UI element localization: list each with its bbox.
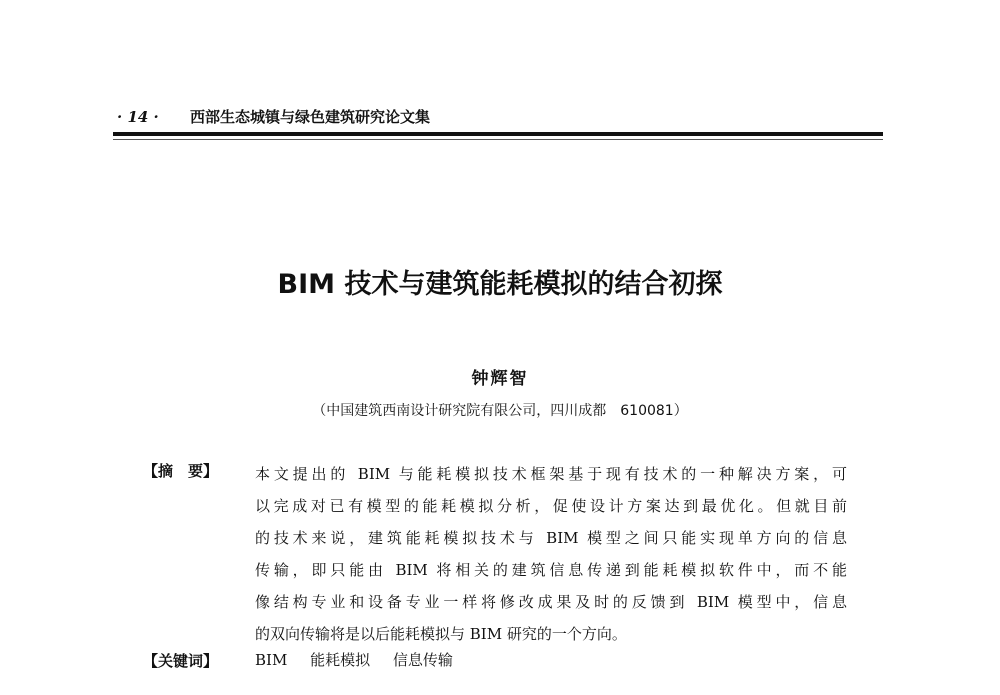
header-rule-thin xyxy=(113,139,883,140)
abstract-line: 的技术来说，建筑能耗模拟技术与 BIM 模型之间只能实现单方向的信息 xyxy=(255,529,847,547)
abstract-line: 像结构专业和设备专业一样将修改成果及时的反馈到 BIM 模型中，信息 xyxy=(255,593,847,611)
abstract-line: 以完成对已有模型的能耗模拟分析，促使设计方案达到最优化。但就目前 xyxy=(255,497,847,515)
running-header xyxy=(117,106,430,127)
keywords-label: 【关键词】 xyxy=(143,652,219,670)
author-affiliation: （中国建筑西南设计研究院有限公司，四川成都 610081） xyxy=(312,403,688,419)
keyword: 能耗模拟 xyxy=(310,651,371,669)
keyword: BIM xyxy=(255,651,288,669)
paper-title: BIM 技术与建筑能耗模拟的结合初探 xyxy=(277,269,723,300)
journal-title: 西部生态城镇与绿色建筑研究论文集 xyxy=(190,108,431,126)
header-rule-thick xyxy=(113,132,883,136)
abstract-body xyxy=(255,458,847,650)
abstract-line: 本文提出的 BIM 与能耗模拟技术框架基于现有技术的一种解决方案，可 xyxy=(255,465,847,483)
keywords-list xyxy=(255,649,471,670)
page-number: · 14 · xyxy=(117,108,159,126)
keyword: 信息传输 xyxy=(392,651,453,669)
author-name: 钟辉智 xyxy=(471,369,529,389)
abstract-line: 的双向传输将是以后能耗模拟与 BIM 研究的一个方向。 xyxy=(255,625,627,643)
abstract-line: 传输，即只能由 BIM 将相关的建筑信息传递到能耗模拟软件中，而不能 xyxy=(255,561,847,579)
abstract-label: 【摘 要】 xyxy=(143,462,219,480)
